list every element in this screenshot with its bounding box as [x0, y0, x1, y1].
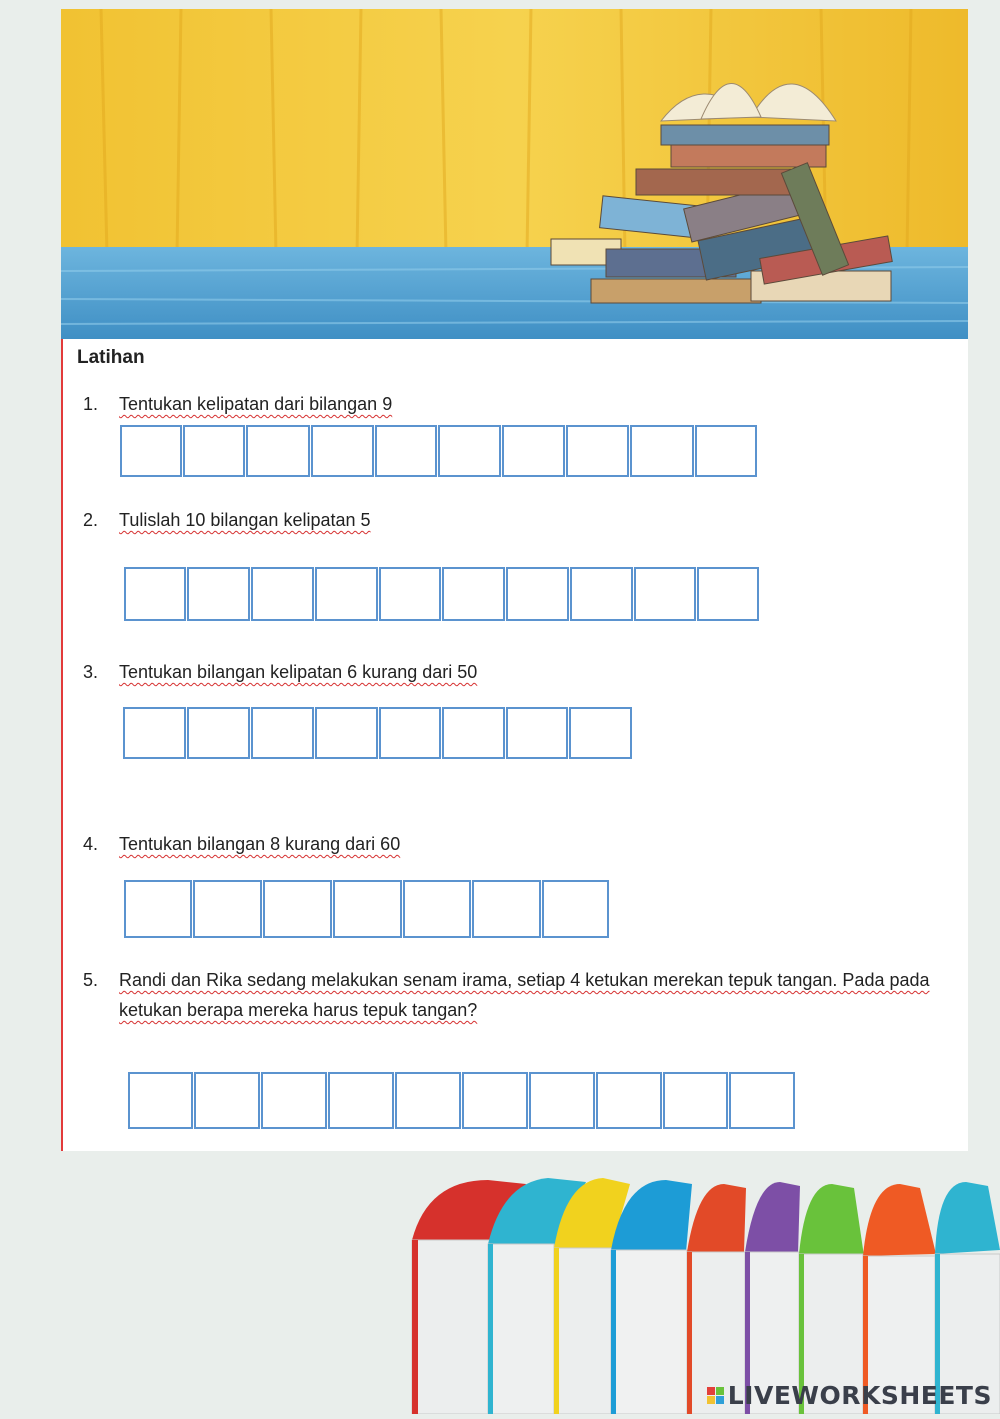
question-text: Tentukan bilangan kelipatan 6 kurang dari 50	[119, 662, 478, 682]
question-number: 3.	[83, 662, 99, 682]
answer-box[interactable]	[697, 567, 759, 621]
banner-image	[61, 9, 968, 339]
worksheet	[61, 339, 968, 1151]
question-text: Tulislah 10 bilangan kelipatan 5	[119, 510, 371, 530]
answer-box[interactable]	[569, 707, 632, 759]
answer-row-1	[120, 425, 758, 477]
answer-row-5	[128, 1072, 796, 1129]
answer-box[interactable]	[193, 880, 262, 938]
answer-box[interactable]	[187, 707, 250, 759]
answer-box[interactable]	[403, 880, 471, 938]
answer-box[interactable]	[246, 425, 310, 477]
question-5	[83, 965, 943, 1025]
answer-box[interactable]	[663, 1072, 728, 1129]
footer-books-image	[408, 1170, 1000, 1414]
answer-box[interactable]	[251, 707, 314, 759]
books-stack-illustration	[61, 9, 968, 339]
answer-box[interactable]	[395, 1072, 461, 1129]
brand-name: LIVEWORKSHEETS	[727, 1381, 992, 1410]
answer-box[interactable]	[123, 707, 186, 759]
answer-box[interactable]	[695, 425, 757, 477]
answer-row-2	[124, 567, 760, 621]
answer-box[interactable]	[183, 425, 245, 477]
book-spines	[412, 1178, 1000, 1414]
answer-box[interactable]	[596, 1072, 662, 1129]
question-2	[83, 505, 943, 535]
question-number: 4.	[83, 834, 99, 854]
answer-box[interactable]	[438, 425, 501, 477]
answer-box[interactable]	[634, 567, 696, 621]
answer-box[interactable]	[194, 1072, 260, 1129]
answer-box[interactable]	[124, 567, 186, 621]
answer-box[interactable]	[124, 880, 192, 938]
question-1	[83, 389, 943, 419]
answer-box[interactable]	[502, 425, 565, 477]
answer-box[interactable]	[506, 707, 568, 759]
answer-box[interactable]	[379, 567, 441, 621]
answer-box[interactable]	[128, 1072, 193, 1129]
answer-box[interactable]	[566, 425, 629, 477]
answer-box[interactable]	[542, 880, 609, 938]
answer-box[interactable]	[263, 880, 332, 938]
answer-box[interactable]	[328, 1072, 394, 1129]
answer-box[interactable]	[120, 425, 182, 477]
question-text: Randi dan Rika sedang melakukan senam irama, setiap 4 ketukan merekan tepuk tangan. Pada pada ketukan berapa mereka harus tepuk tangan?	[119, 970, 930, 1020]
question-3	[83, 657, 943, 687]
colored-books-illustration	[408, 1170, 1000, 1414]
answer-box[interactable]	[315, 707, 378, 759]
answer-box[interactable]	[729, 1072, 795, 1129]
answer-box[interactable]	[333, 880, 402, 938]
liveworksheets-logo	[707, 1381, 992, 1410]
answer-row-3	[123, 707, 633, 759]
answer-box[interactable]	[529, 1072, 595, 1129]
answer-box[interactable]	[375, 425, 437, 477]
question-text: Tentukan kelipatan dari bilangan 9	[119, 394, 393, 414]
answer-box[interactable]	[462, 1072, 528, 1129]
question-number: 2.	[83, 510, 99, 530]
answer-box[interactable]	[315, 567, 378, 621]
answer-box[interactable]	[442, 707, 505, 759]
answer-box[interactable]	[311, 425, 374, 477]
answer-box[interactable]	[472, 880, 541, 938]
answer-box[interactable]	[187, 567, 250, 621]
answer-box[interactable]	[379, 707, 441, 759]
answer-box[interactable]	[506, 567, 569, 621]
question-text: Tentukan bilangan 8 kurang dari 60	[119, 834, 401, 854]
answer-box[interactable]	[251, 567, 314, 621]
answer-row-4	[124, 880, 610, 938]
page-title: Latihan	[77, 347, 145, 368]
question-number: 5.	[83, 970, 99, 990]
answer-box[interactable]	[570, 567, 633, 621]
question-number: 1.	[83, 394, 99, 414]
answer-box[interactable]	[442, 567, 505, 621]
question-4	[83, 829, 943, 859]
answer-box[interactable]	[261, 1072, 327, 1129]
answer-box[interactable]	[630, 425, 694, 477]
logo-icon	[707, 1387, 724, 1404]
